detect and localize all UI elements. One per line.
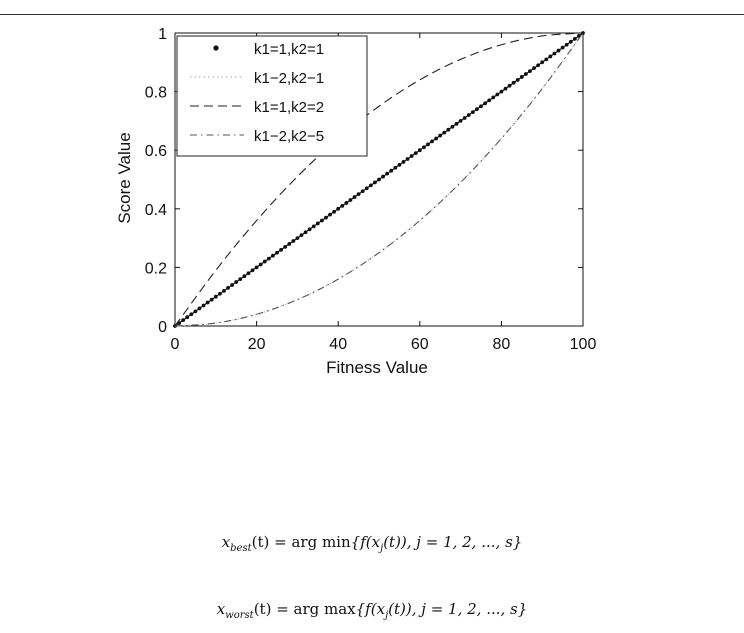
series-1-point bbox=[479, 104, 483, 108]
series-1-point bbox=[451, 125, 455, 129]
series-1-point bbox=[442, 131, 446, 135]
series-1-point bbox=[393, 166, 397, 170]
series-1-point bbox=[434, 137, 438, 141]
y-tick-label-5: 1 bbox=[158, 26, 167, 43]
eq-best-lhs-var: x bbox=[221, 533, 231, 551]
series-1-point bbox=[238, 277, 242, 281]
series-1-point bbox=[328, 213, 332, 217]
series-1-point bbox=[263, 260, 267, 264]
series-1-point bbox=[283, 245, 287, 249]
eq-worst-lhs-var: x bbox=[216, 600, 226, 618]
eq-best-operator: = arg min bbox=[269, 533, 351, 551]
series-1-point bbox=[422, 145, 426, 149]
series-1-point bbox=[426, 142, 430, 146]
series-1-point bbox=[369, 183, 373, 187]
series-1-point bbox=[353, 195, 357, 199]
legend-label-series-1: k1=1,k2=1 bbox=[254, 41, 325, 58]
y-tick-label-1: 0.2 bbox=[144, 260, 167, 278]
series-1-point bbox=[377, 178, 381, 182]
eq-worst-lhs-arg: (t) bbox=[253, 600, 272, 618]
series-1-point bbox=[247, 271, 251, 275]
series-1-point bbox=[312, 224, 316, 228]
series-1-point bbox=[561, 46, 565, 50]
series-1-point bbox=[544, 57, 548, 61]
x-tick-label-3: 60 bbox=[410, 336, 429, 353]
eq-worst-rhs-sub: j bbox=[385, 610, 389, 621]
legend-label-series-2: k1−2,k2−1 bbox=[254, 70, 325, 87]
series-1-point bbox=[340, 204, 344, 208]
series-1-point bbox=[226, 286, 230, 290]
series-1-point bbox=[185, 315, 189, 319]
series-1-point bbox=[389, 169, 393, 173]
series-1-point bbox=[446, 128, 450, 132]
series-1-point bbox=[336, 207, 340, 211]
series-1-point bbox=[242, 274, 246, 278]
x-tick-label-2: 40 bbox=[329, 336, 348, 353]
series-1-point bbox=[430, 140, 434, 144]
series-1-point bbox=[357, 192, 361, 196]
series-1-point bbox=[308, 227, 312, 231]
series-1-point bbox=[536, 63, 540, 67]
series-1-point bbox=[565, 43, 569, 47]
series-1-point bbox=[508, 84, 512, 88]
series-1-point bbox=[532, 66, 536, 70]
series-1-point bbox=[234, 280, 238, 284]
series-1-point bbox=[573, 37, 577, 41]
series-1-point bbox=[402, 160, 406, 164]
series-1-point bbox=[398, 163, 402, 167]
series-1-point bbox=[332, 210, 336, 214]
x-axis-label: Fitness Value bbox=[326, 358, 428, 377]
series-1-point bbox=[512, 81, 516, 85]
series-1-point bbox=[349, 198, 353, 202]
legend-label-series-4: k1−2,k2−5 bbox=[254, 128, 325, 145]
series-1-point bbox=[279, 248, 283, 252]
eq-worst-rhs: {f(x bbox=[355, 600, 386, 618]
series-1-point bbox=[414, 151, 418, 155]
series-1-point bbox=[528, 69, 532, 73]
series-1-point bbox=[267, 257, 271, 261]
series-1-point bbox=[210, 298, 214, 302]
y-tick-label-4: 0.8 bbox=[144, 84, 167, 102]
series-1-point bbox=[406, 157, 410, 161]
series-1-point bbox=[504, 87, 508, 91]
series-1-point bbox=[459, 119, 463, 123]
series-1-point bbox=[198, 307, 202, 311]
eq-worst-lhs-sub: worst bbox=[225, 610, 254, 621]
series-1-point bbox=[194, 309, 198, 313]
series-1-point bbox=[287, 242, 291, 246]
eq-best-lhs-arg: (t) bbox=[251, 533, 270, 551]
series-1-point bbox=[255, 266, 259, 270]
series-1-point bbox=[483, 101, 487, 105]
series-1-point bbox=[438, 134, 442, 138]
eq-best-lhs-sub: best bbox=[230, 543, 252, 554]
series-1-point bbox=[516, 78, 520, 82]
eq-worst-rhs-tail: (t)), j = 1, 2, ..., s} bbox=[388, 600, 528, 618]
eq-best-rhs-tail: (t)), j = 1, 2, ..., s} bbox=[383, 533, 523, 551]
series-1-point bbox=[524, 72, 528, 76]
series-1-point bbox=[181, 318, 185, 322]
series-1-point bbox=[275, 251, 279, 255]
legend-label-series-3: k1=1,k2=2 bbox=[254, 99, 325, 116]
series-1-point bbox=[202, 304, 206, 308]
series-1-point bbox=[251, 268, 255, 272]
series-1-point bbox=[218, 292, 222, 296]
series-1-point bbox=[300, 233, 304, 237]
x-tick-label-5: 100 bbox=[569, 336, 597, 353]
series-1-point bbox=[385, 172, 389, 176]
eq-worst-operator: = arg max bbox=[271, 600, 356, 618]
series-1-point bbox=[291, 239, 295, 243]
series-1-point bbox=[520, 75, 524, 79]
equation-x-worst bbox=[0, 600, 744, 621]
series-1-point bbox=[495, 93, 499, 97]
x-tick-label-1: 20 bbox=[247, 336, 266, 353]
series-1-point bbox=[271, 254, 275, 258]
series-1-point bbox=[320, 219, 324, 223]
series-1-point bbox=[491, 96, 495, 100]
series-1-point bbox=[381, 175, 385, 179]
series-1-point bbox=[361, 189, 365, 193]
series-1-point bbox=[344, 201, 348, 205]
x-tick-label-4: 80 bbox=[492, 336, 511, 353]
series-1-point bbox=[455, 122, 459, 126]
series-1-point bbox=[540, 60, 544, 64]
series-1-point bbox=[324, 216, 328, 220]
series-1-point bbox=[553, 52, 557, 56]
series-1-point bbox=[316, 222, 320, 226]
series-1-point bbox=[487, 98, 491, 102]
series-1-point bbox=[548, 55, 552, 59]
y-tick-label-0: 0 bbox=[158, 319, 167, 336]
y-axis-label: Score Value bbox=[115, 132, 134, 224]
series-1-point bbox=[410, 154, 414, 158]
series-1-point bbox=[304, 230, 308, 234]
series-1-point bbox=[557, 49, 561, 53]
series-1-point bbox=[569, 40, 573, 44]
series-1-point bbox=[463, 116, 467, 120]
series-1-point bbox=[418, 148, 422, 152]
legend-sample-series-1 bbox=[213, 45, 218, 50]
equation-x-best bbox=[0, 533, 744, 554]
series-1-point bbox=[222, 289, 226, 293]
series-1-point bbox=[206, 301, 210, 305]
eq-best-rhs: {f(x bbox=[350, 533, 381, 551]
series-1-point bbox=[189, 312, 193, 316]
series-1-point bbox=[475, 107, 479, 111]
series-1-point bbox=[214, 295, 218, 299]
eq-best-rhs-sub: j bbox=[380, 543, 384, 554]
series-1-point bbox=[471, 110, 475, 114]
chart-legend bbox=[177, 36, 367, 156]
y-tick-label-2: 0.4 bbox=[144, 201, 167, 219]
series-1-point bbox=[500, 90, 504, 94]
x-tick-label-0: 0 bbox=[170, 336, 180, 353]
series-1-point bbox=[467, 113, 471, 117]
series-1-point bbox=[259, 263, 263, 267]
series-1-point bbox=[296, 236, 300, 240]
series-1-point bbox=[373, 181, 377, 185]
series-1-point bbox=[365, 186, 369, 190]
series-1-point bbox=[230, 283, 234, 287]
y-tick-label-3: 0.6 bbox=[144, 143, 167, 161]
